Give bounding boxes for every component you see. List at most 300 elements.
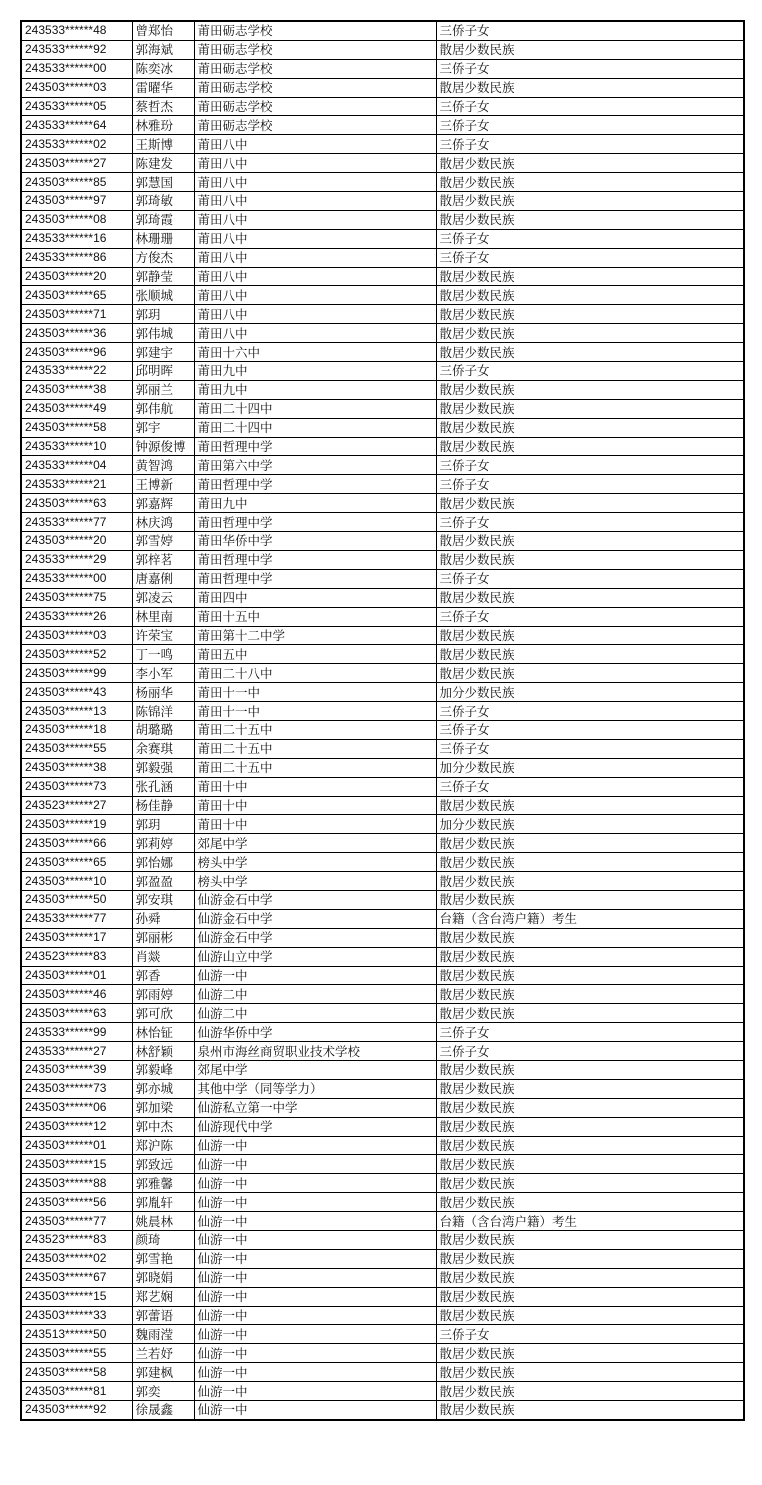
exam-number-cell: 243503******99 — [21, 664, 132, 683]
student-name-cell: 颜琦 — [132, 1231, 194, 1250]
student-name-cell: 林舒颖 — [132, 1042, 194, 1061]
exam-number-cell: 243533******21 — [21, 475, 132, 494]
school-cell: 莆田二十五中 — [194, 739, 436, 758]
table-row — [21, 683, 744, 702]
student-name-cell: 姚晨林 — [132, 1212, 194, 1231]
school-cell: 莆田砺志学校 — [194, 116, 436, 135]
school-cell: 仙游山立中学 — [194, 947, 436, 966]
category-cell: 散居少数民族 — [436, 154, 744, 173]
category-cell: 三侨子女 — [436, 21, 744, 40]
table-row — [21, 475, 744, 494]
category-cell: 散居少数民族 — [436, 796, 744, 815]
exam-number-cell: 243503******52 — [21, 645, 132, 664]
school-cell: 莆田十六中 — [194, 343, 436, 362]
category-cell: 三侨子女 — [436, 720, 744, 739]
category-cell: 散居少数民族 — [436, 664, 744, 683]
table-row — [21, 890, 744, 909]
table-row — [21, 267, 744, 286]
school-cell: 仙游现代中学 — [194, 1117, 436, 1136]
exam-number-cell: 243503******66 — [21, 834, 132, 853]
table-row — [21, 1174, 744, 1193]
student-name-cell: 魏雨滢 — [132, 1325, 194, 1344]
student-name-cell: 郭安琪 — [132, 890, 194, 909]
exam-number-cell: 243533******05 — [21, 97, 132, 116]
school-cell: 仙游一中 — [194, 1363, 436, 1382]
category-cell: 加分少数民族 — [436, 815, 744, 834]
category-cell: 散居少数民族 — [436, 1344, 744, 1363]
category-cell: 散居少数民族 — [436, 1268, 744, 1287]
table-row — [21, 154, 744, 173]
exam-number-cell: 243503******12 — [21, 1117, 132, 1136]
exam-number-cell: 243503******15 — [21, 1287, 132, 1306]
school-cell: 仙游金石中学 — [194, 928, 436, 947]
student-name-cell: 肖燚 — [132, 947, 194, 966]
category-cell: 散居少数民族 — [436, 1098, 744, 1117]
exam-number-cell: 243503******01 — [21, 966, 132, 985]
table-row — [21, 380, 744, 399]
category-cell: 三侨子女 — [436, 362, 744, 381]
school-cell: 其他中学（同等学力） — [194, 1079, 436, 1098]
category-cell: 散居少数民族 — [436, 173, 744, 192]
category-cell: 散居少数民族 — [436, 588, 744, 607]
school-cell: 莆田四中 — [194, 588, 436, 607]
exam-number-cell: 243503******15 — [21, 1155, 132, 1174]
table-row — [21, 532, 744, 551]
exam-number-cell: 243503******10 — [21, 872, 132, 891]
student-name-cell: 郭静莹 — [132, 267, 194, 286]
school-cell: 莆田十五中 — [194, 607, 436, 626]
table-row — [21, 966, 744, 985]
category-cell: 散居少数民族 — [436, 1401, 744, 1420]
category-cell: 三侨子女 — [436, 739, 744, 758]
student-name-cell: 郭雨婷 — [132, 985, 194, 1004]
exam-number-cell: 243503******71 — [21, 305, 132, 324]
exam-number-cell: 243503******56 — [21, 1193, 132, 1212]
table-row — [21, 1042, 744, 1061]
student-name-cell: 曾郑怡 — [132, 21, 194, 40]
category-cell: 散居少数民族 — [436, 550, 744, 569]
category-cell: 散居少数民族 — [436, 1363, 744, 1382]
category-cell: 散居少数民族 — [436, 966, 744, 985]
table-row — [21, 607, 744, 626]
category-cell: 三侨子女 — [436, 248, 744, 267]
student-name-cell: 郭伟城 — [132, 324, 194, 343]
student-name-cell: 杨佳静 — [132, 796, 194, 815]
exam-number-cell: 243503******38 — [21, 380, 132, 399]
category-cell: 散居少数民族 — [436, 1136, 744, 1155]
school-cell: 莆田二十四中 — [194, 418, 436, 437]
category-cell: 台籍（含台湾户籍）考生 — [436, 1212, 744, 1231]
table-row — [21, 229, 744, 248]
exam-number-cell: 243503******65 — [21, 853, 132, 872]
student-name-cell: 黄智鸿 — [132, 456, 194, 475]
student-name-cell: 胡璐璐 — [132, 720, 194, 739]
table-row — [21, 286, 744, 305]
exam-number-cell: 243503******02 — [21, 1249, 132, 1268]
table-row — [21, 1249, 744, 1268]
student-name-cell: 兰若妤 — [132, 1344, 194, 1363]
category-cell: 散居少数民族 — [436, 192, 744, 211]
school-cell: 莆田九中 — [194, 494, 436, 513]
school-cell: 榜头中学 — [194, 853, 436, 872]
category-cell: 三侨子女 — [436, 513, 744, 532]
exam-number-cell: 243503******06 — [21, 1098, 132, 1117]
table-row — [21, 1363, 744, 1382]
category-cell: 散居少数民族 — [436, 872, 744, 891]
exam-number-cell: 243503******50 — [21, 890, 132, 909]
exam-number-cell: 243533******77 — [21, 513, 132, 532]
exam-number-cell: 243503******17 — [21, 928, 132, 947]
table-row — [21, 1155, 744, 1174]
school-cell: 仙游一中 — [194, 1193, 436, 1212]
exam-number-cell: 243533******92 — [21, 40, 132, 59]
student-name-cell: 郭梓茗 — [132, 550, 194, 569]
student-name-cell: 方俊杰 — [132, 248, 194, 267]
school-cell: 莆田十中 — [194, 796, 436, 815]
category-cell: 散居少数民族 — [436, 1193, 744, 1212]
category-cell: 三侨子女 — [436, 456, 744, 475]
student-name-cell: 郭蕾语 — [132, 1306, 194, 1325]
school-cell: 仙游二中 — [194, 985, 436, 1004]
school-cell: 莆田华侨中学 — [194, 532, 436, 551]
category-cell: 加分少数民族 — [436, 683, 744, 702]
school-cell: 仙游一中 — [194, 1325, 436, 1344]
school-cell: 仙游二中 — [194, 1004, 436, 1023]
exam-number-cell: 243503******55 — [21, 1344, 132, 1363]
category-cell: 散居少数民族 — [436, 1249, 744, 1268]
table-row — [21, 796, 744, 815]
category-cell: 散居少数民族 — [436, 626, 744, 645]
school-cell: 莆田八中 — [194, 229, 436, 248]
category-cell: 散居少数民族 — [436, 494, 744, 513]
exam-number-cell: 243503******77 — [21, 1212, 132, 1231]
exam-number-cell: 243503******96 — [21, 343, 132, 362]
exam-number-cell: 243503******01 — [21, 1136, 132, 1155]
table-row — [21, 1306, 744, 1325]
student-name-cell: 郭莉婷 — [132, 834, 194, 853]
school-cell: 仙游一中 — [194, 1268, 436, 1287]
student-name-cell: 林里南 — [132, 607, 194, 626]
table-row — [21, 494, 744, 513]
table-row — [21, 1382, 744, 1401]
school-cell: 仙游一中 — [194, 1249, 436, 1268]
exam-number-cell: 243503******81 — [21, 1382, 132, 1401]
student-name-cell: 郭玥 — [132, 305, 194, 324]
table-row — [21, 1268, 744, 1287]
student-name-cell: 郭嘉辉 — [132, 494, 194, 513]
category-cell: 三侨子女 — [436, 116, 744, 135]
school-cell: 莆田二十五中 — [194, 720, 436, 739]
student-name-cell: 钟源俊博 — [132, 437, 194, 456]
school-cell: 莆田八中 — [194, 324, 436, 343]
student-name-cell: 郭建宇 — [132, 343, 194, 362]
exam-number-cell: 243503******27 — [21, 154, 132, 173]
school-cell: 莆田砺志学校 — [194, 59, 436, 78]
exam-number-cell: 243503******39 — [21, 1060, 132, 1079]
school-cell: 莆田二十八中 — [194, 664, 436, 683]
student-name-cell: 郭怡娜 — [132, 853, 194, 872]
table-row — [21, 702, 744, 721]
student-name-cell: 郭毅峰 — [132, 1060, 194, 1079]
student-name-cell: 蔡哲杰 — [132, 97, 194, 116]
category-cell: 散居少数民族 — [436, 210, 744, 229]
category-cell: 散居少数民族 — [436, 890, 744, 909]
student-name-cell: 李小军 — [132, 664, 194, 683]
school-cell: 仙游一中 — [194, 1401, 436, 1420]
student-name-cell: 郭中杰 — [132, 1117, 194, 1136]
student-name-cell: 郭雪艳 — [132, 1249, 194, 1268]
table-row — [21, 550, 744, 569]
table-row — [21, 588, 744, 607]
table-row — [21, 815, 744, 834]
category-cell: 散居少数民族 — [436, 1117, 744, 1136]
exam-number-cell: 243503******58 — [21, 418, 132, 437]
exam-number-cell: 243523******83 — [21, 1231, 132, 1250]
category-cell: 散居少数民族 — [436, 1287, 744, 1306]
exam-number-cell: 243503******55 — [21, 739, 132, 758]
table-row — [21, 739, 744, 758]
table-row — [21, 1060, 744, 1079]
exam-number-cell: 243503******20 — [21, 267, 132, 286]
table-row — [21, 21, 744, 40]
category-cell: 三侨子女 — [436, 569, 744, 588]
student-name-cell: 许荣宝 — [132, 626, 194, 645]
school-cell: 莆田十中 — [194, 777, 436, 796]
exam-number-cell: 243503******73 — [21, 777, 132, 796]
exam-number-cell: 243503******85 — [21, 173, 132, 192]
school-cell: 仙游金石中学 — [194, 890, 436, 909]
category-cell: 散居少数民族 — [436, 437, 744, 456]
school-cell: 莆田砺志学校 — [194, 21, 436, 40]
exam-number-cell: 243503******36 — [21, 324, 132, 343]
student-name-cell: 郭雅馨 — [132, 1174, 194, 1193]
exam-number-cell: 243533******10 — [21, 437, 132, 456]
school-cell: 莆田二十五中 — [194, 758, 436, 777]
school-cell: 莆田八中 — [194, 173, 436, 192]
table-row — [21, 1023, 744, 1042]
table-row — [21, 116, 744, 135]
exam-number-cell: 243503******43 — [21, 683, 132, 702]
table-row — [21, 1079, 744, 1098]
school-cell: 郊尾中学 — [194, 1060, 436, 1079]
table-row — [21, 1344, 744, 1363]
school-cell: 莆田九中 — [194, 380, 436, 399]
student-name-cell: 陈奕冰 — [132, 59, 194, 78]
student-name-cell: 郭丽彬 — [132, 928, 194, 947]
student-name-cell: 张顺城 — [132, 286, 194, 305]
school-cell: 莆田八中 — [194, 210, 436, 229]
student-name-cell: 林珊珊 — [132, 229, 194, 248]
school-cell: 仙游一中 — [194, 1136, 436, 1155]
category-cell: 三侨子女 — [436, 59, 744, 78]
school-cell: 莆田八中 — [194, 267, 436, 286]
category-cell: 散居少数民族 — [436, 1079, 744, 1098]
school-cell: 榜头中学 — [194, 872, 436, 891]
table-row — [21, 59, 744, 78]
student-name-cell: 王斯博 — [132, 135, 194, 154]
student-name-cell: 郭香 — [132, 966, 194, 985]
school-cell: 莆田八中 — [194, 192, 436, 211]
student-name-cell: 丁一鸣 — [132, 645, 194, 664]
exam-number-cell: 243503******73 — [21, 1079, 132, 1098]
category-cell: 三侨子女 — [436, 229, 744, 248]
exam-number-cell: 243503******58 — [21, 1363, 132, 1382]
exam-number-cell: 243503******38 — [21, 758, 132, 777]
table-row — [21, 1401, 744, 1420]
student-name-cell: 徐晟鑫 — [132, 1401, 194, 1420]
category-cell: 散居少数民族 — [436, 380, 744, 399]
exam-number-cell: 243533******77 — [21, 909, 132, 928]
student-name-cell: 唐嘉俐 — [132, 569, 194, 588]
exam-number-cell: 243533******48 — [21, 21, 132, 40]
school-cell: 莆田哲理中学 — [194, 437, 436, 456]
exam-number-cell: 243533******27 — [21, 1042, 132, 1061]
school-cell: 莆田八中 — [194, 286, 436, 305]
category-cell: 散居少数民族 — [436, 267, 744, 286]
exam-number-cell: 243503******08 — [21, 210, 132, 229]
student-name-cell: 邱明晖 — [132, 362, 194, 381]
category-cell: 散居少数民族 — [436, 286, 744, 305]
student-name-cell: 郭玥 — [132, 815, 194, 834]
table-row — [21, 872, 744, 891]
school-cell: 泉州市海丝商贸职业技术学校 — [194, 1042, 436, 1061]
category-cell: 散居少数民族 — [436, 1004, 744, 1023]
category-cell: 散居少数民族 — [436, 834, 744, 853]
student-name-cell: 王博新 — [132, 475, 194, 494]
school-cell: 仙游金石中学 — [194, 909, 436, 928]
student-name-cell: 郭伟航 — [132, 399, 194, 418]
table-row — [21, 418, 744, 437]
table-row — [21, 97, 744, 116]
category-cell: 三侨子女 — [436, 1023, 744, 1042]
category-cell: 三侨子女 — [436, 1042, 744, 1061]
exam-number-cell: 243533******22 — [21, 362, 132, 381]
school-cell: 莆田第六中学 — [194, 456, 436, 475]
table-row — [21, 173, 744, 192]
table-row — [21, 1231, 744, 1250]
exam-number-cell: 243503******67 — [21, 1268, 132, 1287]
exam-number-cell: 243503******75 — [21, 588, 132, 607]
category-cell: 三侨子女 — [436, 702, 744, 721]
school-cell: 仙游一中 — [194, 1155, 436, 1174]
student-name-cell: 陈建发 — [132, 154, 194, 173]
student-name-cell: 雷曜华 — [132, 78, 194, 97]
school-cell: 莆田十一中 — [194, 683, 436, 702]
table-row — [21, 626, 744, 645]
category-cell: 散居少数民族 — [436, 1155, 744, 1174]
school-cell: 莆田砺志学校 — [194, 97, 436, 116]
school-cell: 仙游一中 — [194, 1382, 436, 1401]
category-cell: 散居少数民族 — [436, 947, 744, 966]
table-row — [21, 305, 744, 324]
exam-number-cell: 243523******27 — [21, 796, 132, 815]
category-cell: 散居少数民族 — [436, 343, 744, 362]
exam-number-cell: 243503******63 — [21, 494, 132, 513]
category-cell: 加分少数民族 — [436, 758, 744, 777]
exam-number-cell: 243533******16 — [21, 229, 132, 248]
category-cell: 散居少数民族 — [436, 1306, 744, 1325]
school-cell: 莆田八中 — [194, 305, 436, 324]
exam-number-cell: 243503******46 — [21, 985, 132, 1004]
school-cell: 莆田八中 — [194, 154, 436, 173]
table-row — [21, 1004, 744, 1023]
category-cell: 散居少数民族 — [436, 645, 744, 664]
table-row — [21, 569, 744, 588]
exam-number-cell: 243503******20 — [21, 532, 132, 551]
category-cell: 三侨子女 — [436, 1325, 744, 1344]
table-row — [21, 1098, 744, 1117]
student-name-cell: 郭建枫 — [132, 1363, 194, 1382]
student-name-cell: 孙舜 — [132, 909, 194, 928]
category-cell: 散居少数民族 — [436, 1060, 744, 1079]
table-row — [21, 1212, 744, 1231]
table-row — [21, 1325, 744, 1344]
exam-number-cell: 243503******03 — [21, 626, 132, 645]
student-name-cell: 郭可欣 — [132, 1004, 194, 1023]
table-row — [21, 1136, 744, 1155]
category-cell: 散居少数民族 — [436, 928, 744, 947]
table-row — [21, 513, 744, 532]
school-cell: 莆田哲理中学 — [194, 569, 436, 588]
student-name-cell: 郭海斌 — [132, 40, 194, 59]
school-cell: 仙游一中 — [194, 1344, 436, 1363]
school-cell: 莆田二十四中 — [194, 399, 436, 418]
exam-number-cell: 243523******83 — [21, 947, 132, 966]
category-cell: 三侨子女 — [436, 135, 744, 154]
category-cell: 散居少数民族 — [436, 1382, 744, 1401]
table-row — [21, 777, 744, 796]
school-cell: 仙游私立第一中学 — [194, 1098, 436, 1117]
table-row — [21, 248, 744, 267]
student-name-cell: 郑艺娴 — [132, 1287, 194, 1306]
table-row — [21, 720, 744, 739]
exam-number-cell: 243503******13 — [21, 702, 132, 721]
table-row — [21, 928, 744, 947]
student-name-cell: 郭毅强 — [132, 758, 194, 777]
school-cell: 莆田八中 — [194, 248, 436, 267]
school-cell: 莆田九中 — [194, 362, 436, 381]
exam-number-cell: 243533******99 — [21, 1023, 132, 1042]
table-row — [21, 664, 744, 683]
school-cell: 莆田哲理中学 — [194, 513, 436, 532]
student-name-cell: 郭琦霞 — [132, 210, 194, 229]
school-cell: 莆田十一中 — [194, 702, 436, 721]
category-cell: 散居少数民族 — [436, 985, 744, 1004]
student-name-cell: 郭亦城 — [132, 1079, 194, 1098]
exam-number-cell: 243503******18 — [21, 720, 132, 739]
table-row — [21, 437, 744, 456]
student-name-cell: 郑沪陈 — [132, 1136, 194, 1155]
student-name-cell: 郭凌云 — [132, 588, 194, 607]
table-row — [21, 947, 744, 966]
category-cell: 散居少数民族 — [436, 40, 744, 59]
exam-number-cell: 243503******19 — [21, 815, 132, 834]
category-cell: 散居少数民族 — [436, 1231, 744, 1250]
exam-number-cell: 243533******29 — [21, 550, 132, 569]
student-name-cell: 郭雪婷 — [132, 532, 194, 551]
exam-number-cell: 243503******33 — [21, 1306, 132, 1325]
table-row — [21, 324, 744, 343]
exam-number-cell: 243503******97 — [21, 192, 132, 211]
exam-number-cell: 243513******50 — [21, 1325, 132, 1344]
table-row — [21, 758, 744, 777]
exam-number-cell: 243533******86 — [21, 248, 132, 267]
table-row — [21, 909, 744, 928]
school-cell: 郊尾中学 — [194, 834, 436, 853]
table-row — [21, 362, 744, 381]
student-name-cell: 郭慧国 — [132, 173, 194, 192]
category-cell: 散居少数民族 — [436, 78, 744, 97]
